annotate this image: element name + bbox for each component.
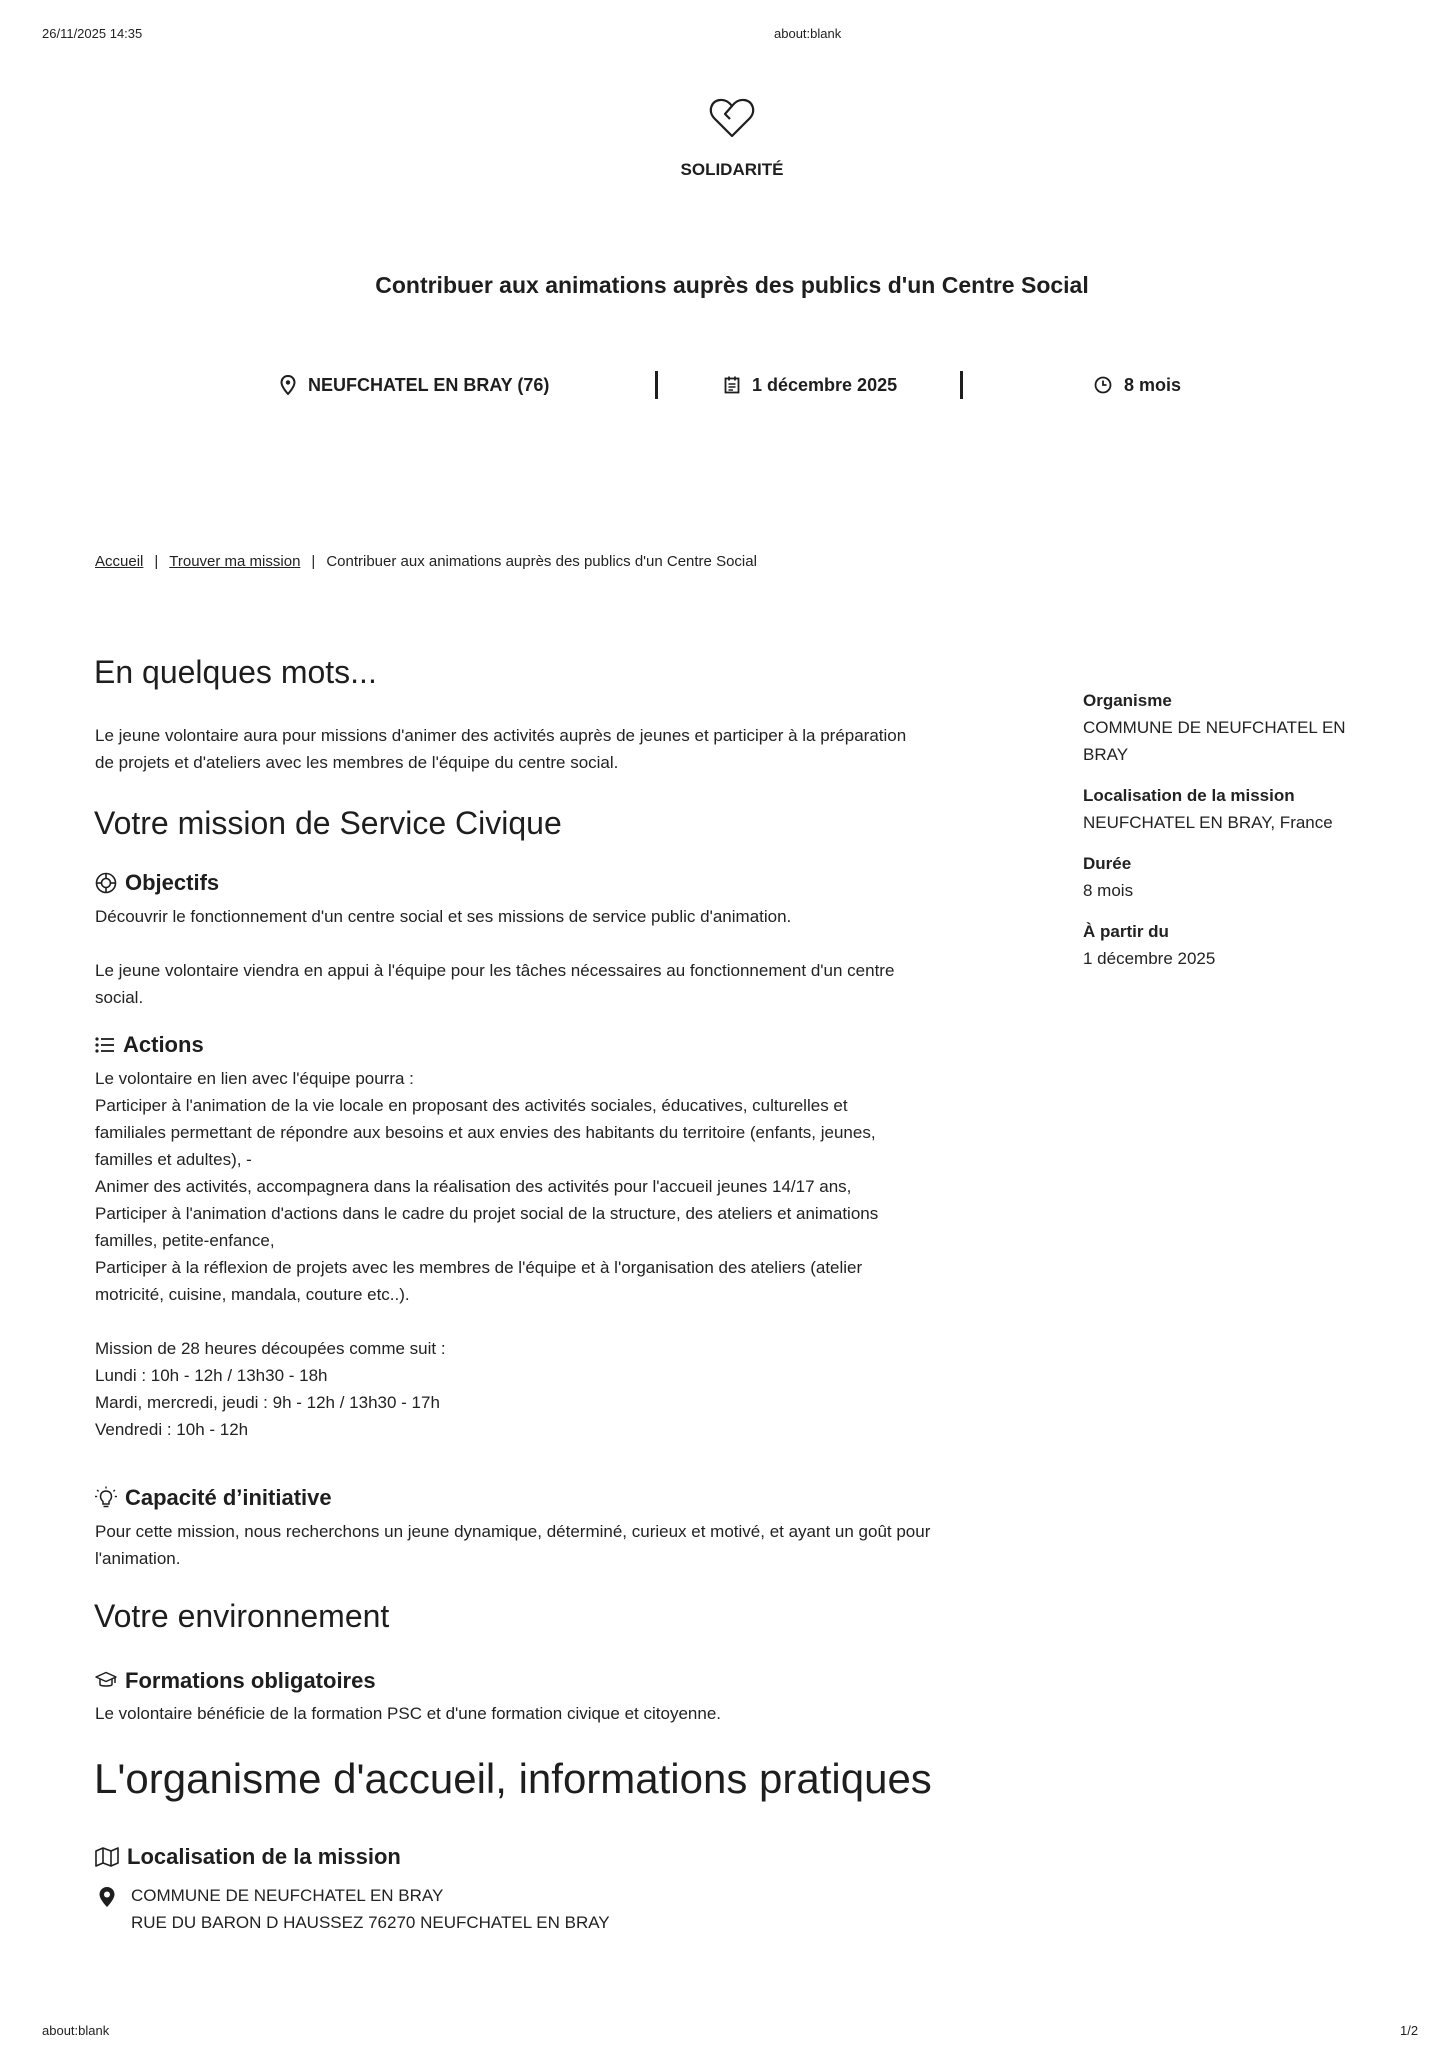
environment-title: Votre environnement xyxy=(94,1598,390,1634)
initiative-title: Capacité d’initiative xyxy=(125,1485,332,1510)
breadcrumb-current: Contribuer aux animations auprès des publics d'un Centre Social xyxy=(326,553,757,570)
location-title: Localisation de la mission xyxy=(127,1844,401,1869)
org-value: COMMUNE DE NEUFCHATEL EN xyxy=(1083,718,1346,737)
location-heading xyxy=(95,1844,401,1870)
text-line: Pour cette mission, nous recherchons un jeune dynamique, déterminé, curieux et motivé, et ayant un goût pour xyxy=(95,1522,931,1541)
initiative-text xyxy=(95,1518,1020,1572)
text-line: motricité, cuisine, mandala, couture etc..). xyxy=(95,1285,410,1304)
meta-start-date-text: 1 décembre 2025 xyxy=(752,374,898,395)
summary-text xyxy=(95,722,1020,776)
loc-value: NEUFCHATEL EN BRAY, France xyxy=(1083,813,1333,832)
text-line: social. xyxy=(95,988,144,1007)
page-title: Contribuer aux animations auprès des publics d'un Centre Social xyxy=(375,272,1089,298)
text-line: familles, petite-enfance, xyxy=(95,1231,275,1250)
text-line: de projets et d'ateliers avec les membres de l'équipe du centre social. xyxy=(95,753,619,772)
host-section-title: L'organisme d'accueil, informations pratiques xyxy=(94,1755,932,1802)
objectives-title: Objectifs xyxy=(125,870,220,895)
calendar-icon xyxy=(724,376,740,394)
meta-location-text: NEUFCHATEL EN BRAY (76) xyxy=(308,374,550,395)
text-line: Mission de 28 heures découpées comme suit : xyxy=(95,1339,446,1358)
address-line: RUE DU BARON D HAUSSEZ 76270 NEUFCHATEL EN BRAY xyxy=(131,1913,610,1932)
meta-duration-text: 8 mois xyxy=(1124,374,1182,395)
sidebar-info xyxy=(1083,687,1373,972)
actions-title: Actions xyxy=(123,1032,204,1057)
training-title: Formations obligatoires xyxy=(125,1668,376,1693)
actions-heading xyxy=(95,1032,204,1058)
text-line: familles et adultes), - xyxy=(95,1150,252,1169)
text-line: Le volontaire en lien avec l'équipe pourra : xyxy=(95,1069,414,1088)
text-line: Le jeune volontaire viendra en appui à l'équipe pour les tâches nécessaires au fonctionnement d'un centre xyxy=(95,961,895,980)
loc-label: Localisation de la mission xyxy=(1083,786,1295,805)
meta-location xyxy=(280,368,549,402)
training-text: Le volontaire bénéficie de la formation PSC et d'une formation civique et citoyenne. xyxy=(95,1704,722,1723)
text-line: Participer à l'animation de la vie locale en proposant des activités sociales, éducatives, culturelles et xyxy=(95,1096,848,1115)
meta-duration xyxy=(1094,368,1181,402)
breadcrumb-separator: | xyxy=(154,553,159,570)
duration-label: Durée xyxy=(1083,854,1132,873)
text-line: Lundi : 10h - 12h / 13h30 - 18h xyxy=(95,1366,328,1385)
org-label: Organisme xyxy=(1083,691,1172,710)
print-page-number: 1/2 xyxy=(1400,2023,1419,2038)
text-line: Découvrir le fonctionnement d'un centre social et ses missions de service public d'animation. xyxy=(95,907,792,926)
text-line: Mardi, mercredi, jeudi : 9h - 12h / 13h30 - 17h xyxy=(95,1393,440,1412)
text-line: Vendredi : 10h - 12h xyxy=(95,1420,249,1439)
graduation-cap-icon xyxy=(95,1671,117,1691)
start-label: À partir du xyxy=(1083,922,1169,941)
print-footer-url: about:blank xyxy=(42,2023,110,2038)
address-line: COMMUNE DE NEUFCHATEL EN BRAY xyxy=(131,1886,444,1905)
text-line: Le jeune volontaire aura pour missions d'animer des activités auprès de jeunes et participer à la préparation xyxy=(95,726,907,745)
actions-text xyxy=(95,1065,1020,1443)
category-label: SOLIDARITÉ xyxy=(680,160,784,179)
initiative-heading xyxy=(95,1485,332,1511)
text-line: familiales permettant de répondre aux besoins et aux envies des habitants du territoire (enfants, jeunes, xyxy=(95,1123,876,1142)
breadcrumb-find-link[interactable]: Trouver ma mission xyxy=(169,553,301,570)
text-line xyxy=(95,930,1020,957)
meta-divider xyxy=(960,371,963,399)
breadcrumb xyxy=(95,553,757,570)
map-pin-icon xyxy=(280,375,296,395)
org-value: BRAY xyxy=(1083,745,1129,764)
meta-start-date xyxy=(724,368,897,402)
summary-title: En quelques mots... xyxy=(94,654,377,690)
objectives-text xyxy=(95,903,1020,1011)
text-line: Participer à la réflexion de projets avec les membres de l'équipe et à l'organisation des ateliers (atelier xyxy=(95,1258,863,1277)
breadcrumb-home-link[interactable]: Accueil xyxy=(95,553,144,570)
duration-value: 8 mois xyxy=(1083,881,1134,900)
text-line: Animer des activités, accompagnera dans la réalisation des activités pour l'accueil jeunes 14/17 ans, xyxy=(95,1177,852,1196)
print-datetime: 26/11/2025 14:35 xyxy=(42,26,143,41)
start-value: 1 décembre 2025 xyxy=(1083,949,1216,968)
clock-icon xyxy=(1094,376,1112,394)
lightbulb-icon xyxy=(95,1486,117,1510)
text-line: Participer à l'animation d'actions dans le cadre du projet social de la structure, des ateliers et animations xyxy=(95,1204,879,1223)
print-url: about:blank xyxy=(774,26,842,41)
list-icon xyxy=(95,1036,115,1054)
mission-section-title: Votre mission de Service Civique xyxy=(94,805,562,841)
breadcrumb-separator: | xyxy=(311,553,316,570)
meta-divider xyxy=(655,371,658,399)
target-icon xyxy=(95,872,117,894)
objectives-heading xyxy=(95,870,219,896)
training-heading xyxy=(95,1668,376,1694)
heart-icon xyxy=(708,96,756,140)
text-line xyxy=(95,1308,1020,1335)
map-icon xyxy=(95,1847,119,1867)
map-pin-icon xyxy=(98,1886,116,1913)
text-line: l'animation. xyxy=(95,1549,181,1568)
location-address xyxy=(131,1882,610,1936)
